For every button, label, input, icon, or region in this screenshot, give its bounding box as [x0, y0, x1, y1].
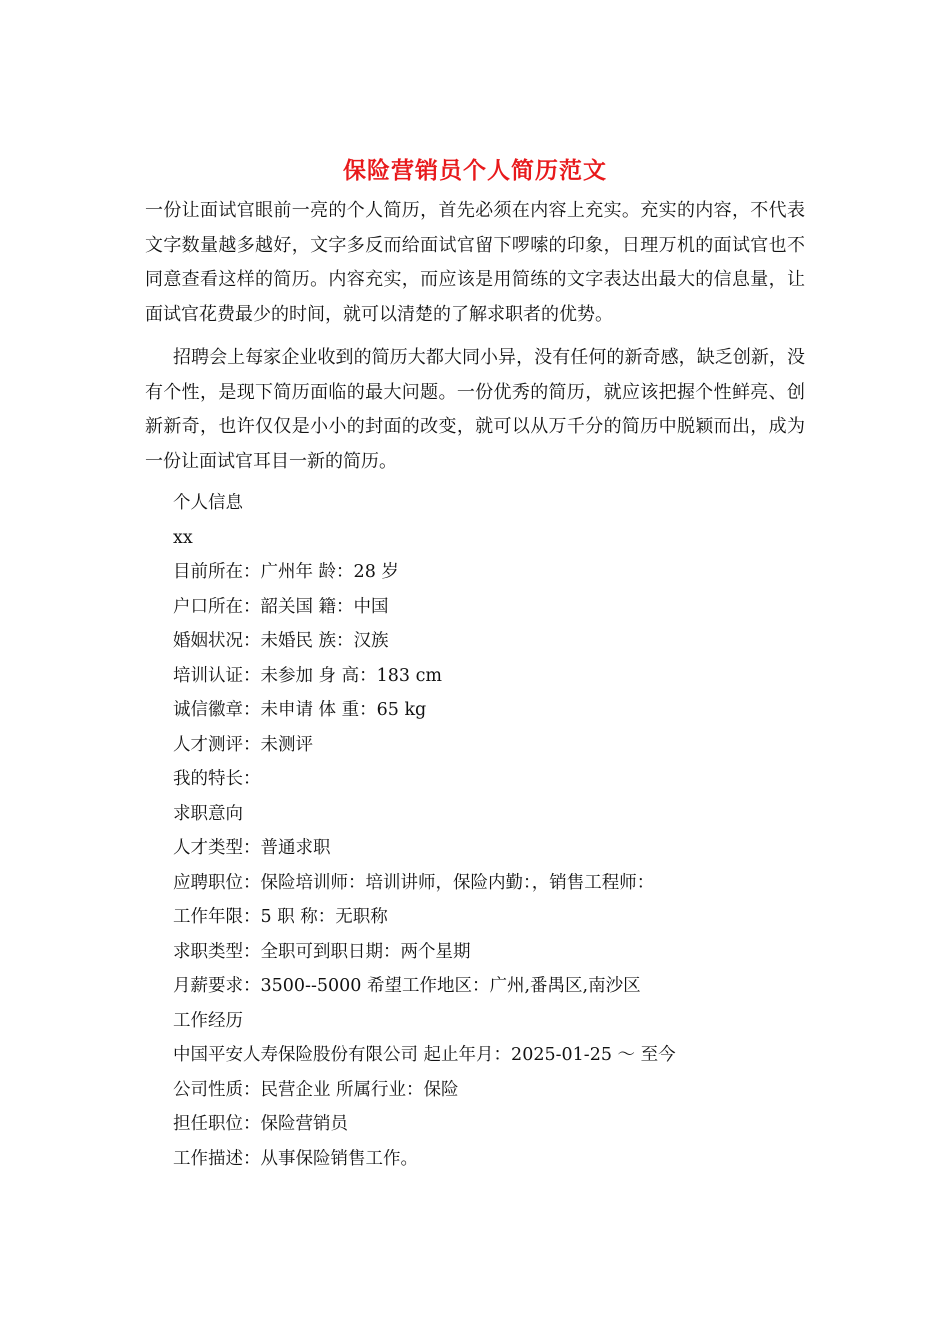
resume-line: 月薪要求：3500--5000 希望工作地区：广州,番禺区,南沙区	[173, 976, 641, 996]
resume-line: 人才类型：普通求职	[173, 838, 331, 858]
resume-line: 婚姻状况：未婚民 族：汉族	[173, 631, 389, 651]
document-title: 保险营销员个人简历范文	[343, 158, 607, 184]
resume-line: 担任职位：保险营销员	[173, 1114, 348, 1134]
resume-name: xx	[173, 527, 193, 548]
resume-line: 工作年限：5 职 称：无职称	[173, 907, 388, 927]
resume-line: 培训认证：未参加 身 高：183 cm	[173, 665, 442, 686]
resume-line: 人才测评：未测评	[173, 734, 313, 755]
resume-line: 户口所在：韶关国 籍：中国	[173, 596, 389, 617]
section-heading-work-experience: 工作经历	[173, 1010, 243, 1031]
resume-line: 诚信徽章：未申请 体 重：65 kg	[173, 700, 427, 720]
resume-line: 应聘职位：保险培训师：培训讲师，保险内勤：，销售工程师：	[173, 872, 655, 893]
resume-line: 求职类型：全职可到职日期：两个星期	[173, 941, 471, 962]
resume-line: 工作描述：从事保险销售工作。	[173, 1148, 418, 1169]
second-paragraph: 招聘会上每家企业收到的简历大都大同小异，没有任何的新奇感，缺乏创新，没有个性，是现下简历面临的最大问题。一份优秀的简历，就应该把握个性鲜亮、创新新奇，也许仅仅是小小的封面的改变，就可以从万千分的简历中脱颖而出，成为一份让面试官耳目一新的简历。	[145, 347, 805, 472]
section-heading-personal-info: 个人信息	[173, 493, 243, 513]
resume-line: 目前所在：广州年 龄：28 岁	[173, 562, 399, 582]
section-heading-job-intention: 求职意向	[173, 803, 243, 824]
resume-lines	[173, 486, 813, 1176]
resume-line: 公司性质：民营企业 所属行业：保险	[173, 1079, 459, 1100]
resume-line: 我的特长：	[173, 769, 261, 789]
resume-line: 中国平安人寿保险股份有限公司 起止年月：2025-01-25 ～ 至今	[173, 1045, 676, 1065]
intro-paragraph: 一份让面试官眼前一亮的个人简历，首先必须在内容上充实。充实的内容，不代表文字数量越多越好，文字多反而给面试官留下啰嗦的印象，日理万机的面试官也不同意查看这样的简历。内容充实，而应该是用简练的文字表达出最大的信息量，让面试官花费最少的时间，就可以清楚的了解求职者的优势。	[145, 200, 805, 325]
